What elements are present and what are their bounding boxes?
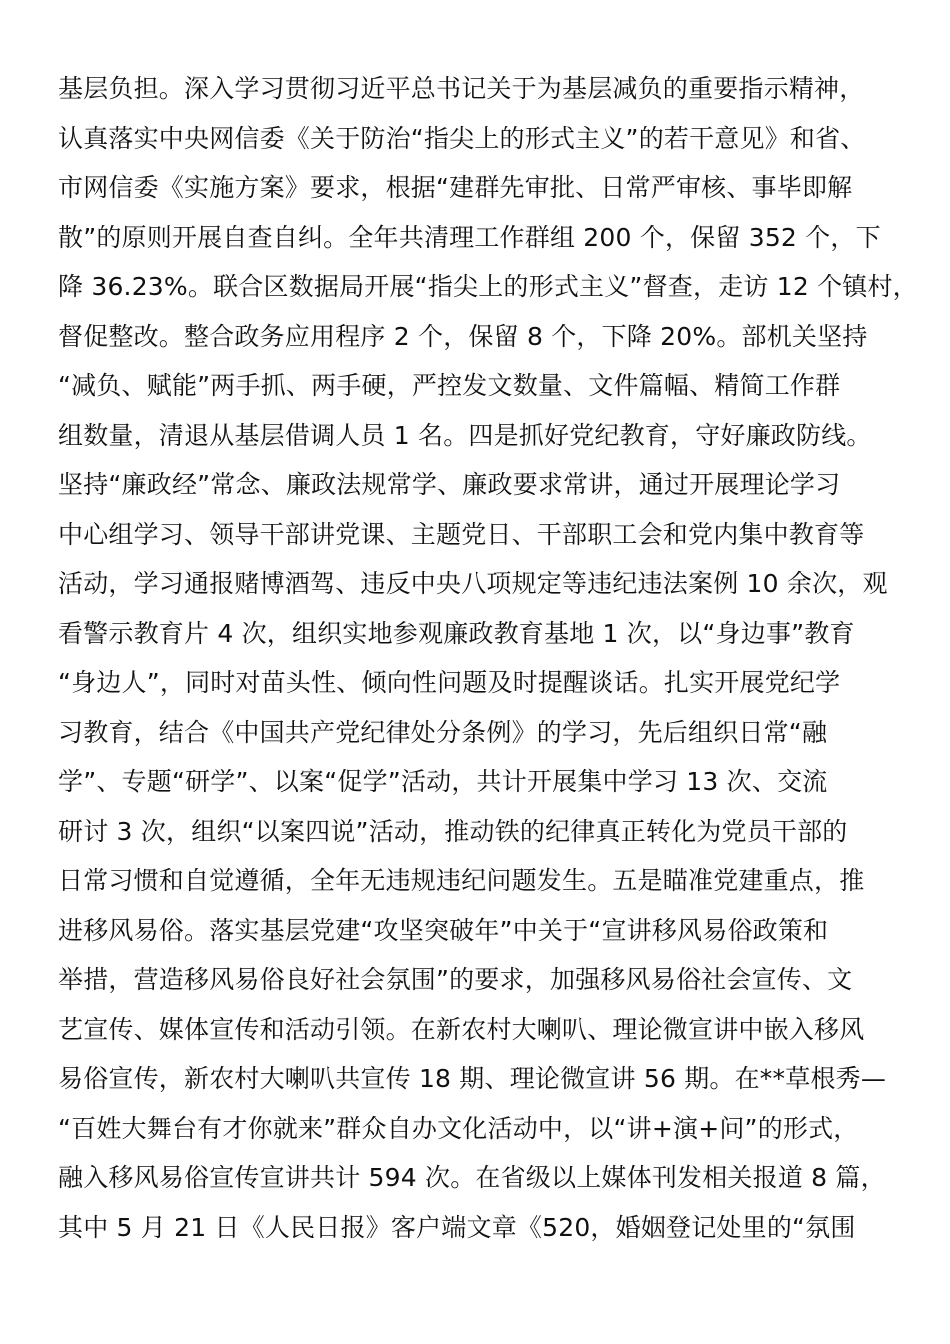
- text-line: “百姓大舞台有才你就来”群众自办文化活动中，以“讲+演+问”的形式，: [58, 1113, 859, 1143]
- text-line: 研讨 3 次，组织“以案四说”活动，推动铁的纪律真正转化为党员干部的: [58, 816, 848, 846]
- text-line: 举措，营造移风易俗良好社会氛围”的要求，加强移风易俗社会宣传、文: [58, 965, 853, 994]
- text-line: 易俗宣传，新农村大喇叭共宣传 18 期、理论微宣讲 56 期。在**草根秀—: [58, 1064, 887, 1093]
- text-line: 降 36.23%。联合区数据局开展“指尖上的形式主义”督查，走访 12 个镇村，: [58, 272, 918, 301]
- text-line: 基层负担。深入学习贯彻习近平总书记关于为基层减负的重要指示精神，: [58, 74, 865, 103]
- text-line: 习教育，结合《中国共产党纪律处分条例》的学习，先后组织日常“融: [58, 717, 828, 747]
- text-line: 组数量，清退从基层借调人员 1 名。四是抓好党纪教育，守好廉政防线。: [58, 420, 872, 450]
- text-line: 学”、专题“研学”、以案“促学”活动，共计开展集中学习 13 次、交流: [58, 767, 828, 796]
- text-line: “减负、赋能”两手抓、两手硬，严控发文数量、文件篇幅、精简工作群: [58, 371, 841, 400]
- text-line: 艺宣传、媒体宣传和活动引领。在新农村大喇叭、理论微宣讲中嵌入移风: [58, 1014, 865, 1044]
- text-line: 坚持“廉政经”常念、廉政法规常学、廉政要求常讲，通过开展理论学习: [58, 470, 841, 499]
- text-line: 认真落实中央网信委《关于防治“指尖上的形式主义”的若干意见》和省、: [58, 123, 866, 153]
- text-line: 日常习惯和自觉遵循，全年无违规违纪问题发生。五是瞄准党建重点，推: [58, 866, 865, 895]
- text-line: 督促整改。整合政务应用程序 2 个，保留 8 个，下降 20%。部机关坚持: [58, 321, 868, 351]
- text-line: 中心组学习、领导干部讲党课、主题党日、干部职工会和党内集中教育等: [58, 519, 865, 549]
- text-line: 融入移风易俗宣传宣讲共计 594 次。在省级以上媒体刊发相关报道 8 篇，: [58, 1163, 886, 1192]
- text-line: 散”的原则开展自查自纠。全年共清理工作群组 200 个，保留 352 个，下: [58, 222, 881, 252]
- text-line: 活动，学习通报赌博酒驾、违反中央八项规定等违纪违法案例 10 余次，观: [58, 569, 888, 598]
- text-line: 其中 5 月 21 日《人民日报》客户端文章《520，婚姻登记处里的“氛围: [58, 1212, 856, 1242]
- text-line: 进移风易俗。落实基层党建“攻坚突破年”中关于“宣讲移风易俗政策和: [58, 915, 829, 945]
- text-line: 市网信委《实施方案》要求，根据“建群先审批、日常严审核、事毕即解: [58, 173, 853, 202]
- text-line: 看警示教育片 4 次，组织实地参观廉政教育基地 1 次，以“身边事”教育: [58, 618, 855, 648]
- text-line: “身边人”，同时对苗头性、倾向性问题及时提醒谈话。扎实开展党纪学: [58, 668, 841, 697]
